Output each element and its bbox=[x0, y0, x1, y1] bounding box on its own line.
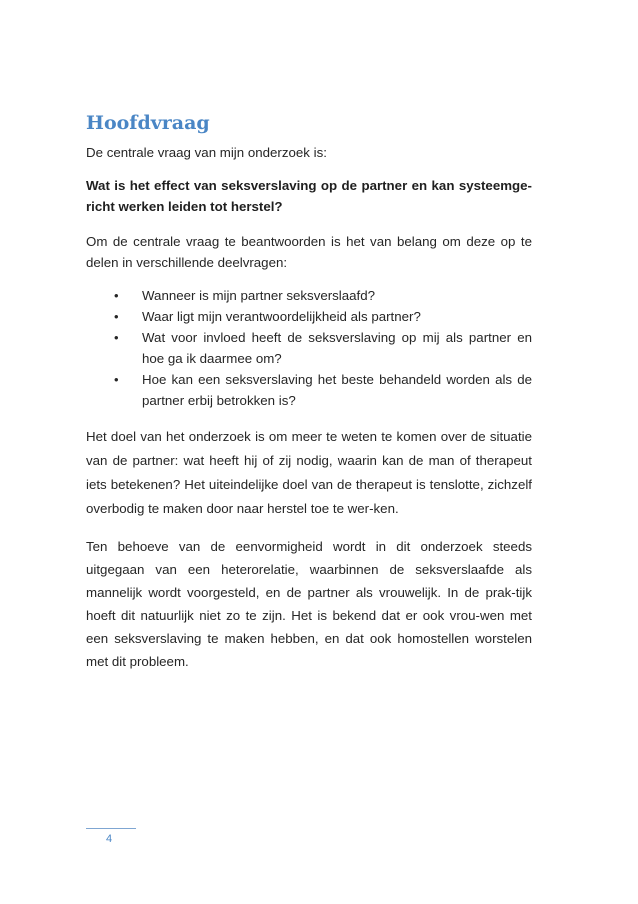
bullet-icon: • bbox=[114, 288, 119, 303]
uniformity-paragraph: Ten behoeve van de eenvormigheid wordt in dit onderzoek steeds uitgegaan van een heterorelatie, waarbinnen de seksverslaafde als mannelijk wordt voorgesteld, en de partner als vrouwelijk. In de prak-tijk hoeft dit natuurlijk niet zo te zijn. Het is bekend dat er ook vrou-wen met een seksverslaving te maken hebben, en dat ook homostellen worstelen met dit probleem. bbox=[86, 539, 532, 669]
list-item bbox=[86, 327, 532, 369]
list-item bbox=[86, 285, 532, 306]
section-heading: Hoofdvraag bbox=[86, 112, 210, 134]
list-item-text: Waar ligt mijn verantwoordelijkheid als partner? bbox=[142, 309, 421, 324]
subquestions-intro: Om de centrale vraag te beantwoorden is het van belang om deze op te delen in verschillende deelvragen: bbox=[86, 234, 532, 270]
list-item bbox=[86, 306, 532, 327]
list-item-text: Hoe kan een seksverslaving het beste behandeld worden als de partner erbij betrokken is? bbox=[142, 372, 532, 408]
list-item-text: Wanneer is mijn partner seksverslaafd? bbox=[142, 288, 376, 303]
bullet-icon: • bbox=[114, 330, 119, 345]
research-goal-paragraph: Het doel van het onderzoek is om meer te weten te komen over de situatie van de partner: wat heeft hij of zij nodig, waarin kan de man of therapeut iets betekenen? Het uiteindelijke doel van de therapeut is tenslotte, zichzelf overbodig te maken door naar herstel toe te wer-ken. bbox=[86, 429, 532, 516]
main-question: Wat is het effect van seksverslaving op de partner en kan systeemge-richt werken leiden tot herstel? bbox=[86, 178, 532, 214]
page-number: 4 bbox=[106, 833, 113, 845]
subquestion-list bbox=[86, 285, 532, 411]
bullet-icon: • bbox=[114, 309, 119, 324]
intro-text: De centrale vraag van mijn onderzoek is: bbox=[86, 145, 327, 160]
list-item bbox=[86, 369, 532, 411]
list-item-text: Wat voor invloed heeft de seksverslaving op mij als partner en hoe ga ik daarmee om? bbox=[142, 330, 532, 366]
footer-divider bbox=[86, 828, 136, 829]
bullet-icon: • bbox=[114, 372, 119, 387]
page-content bbox=[86, 110, 532, 673]
